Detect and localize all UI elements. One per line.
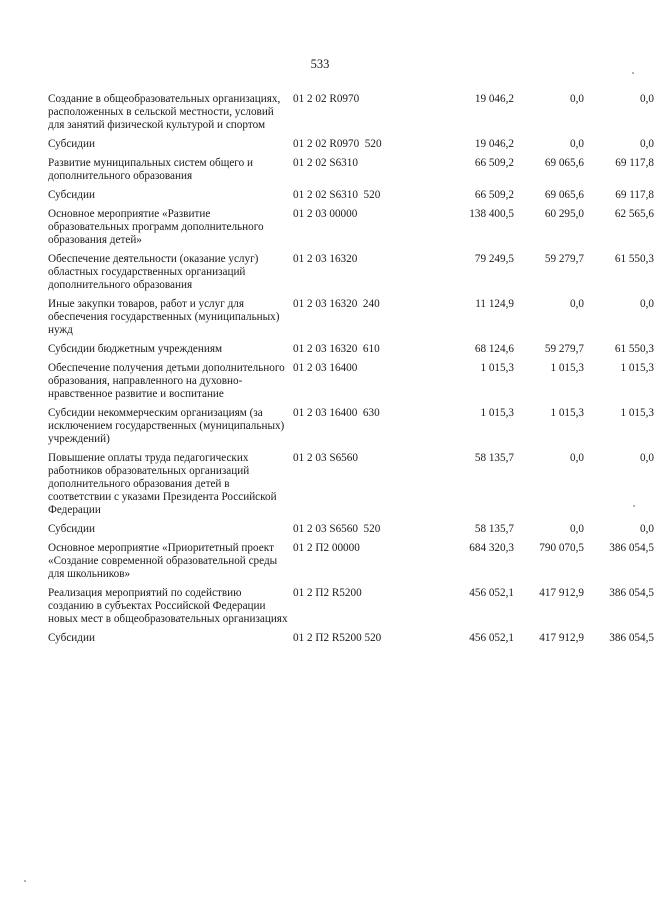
row-name: Субсидии некоммерческим организациям (за исключением государственных (муниципальных) учреждений) (48, 407, 285, 445)
row-value-2: 417 912,9 (539, 632, 584, 644)
table-row (48, 189, 654, 202)
row-value-2: 0,0 (570, 138, 584, 150)
row-value-3: 0,0 (640, 452, 654, 464)
row-value-2: 0,0 (570, 298, 584, 310)
row-code: 01 2 03 16400 630 (293, 407, 380, 419)
row-value-3: 69 117,8 (615, 189, 654, 201)
row-value-2: 69 065,6 (544, 189, 584, 201)
row-code: 01 2 02 S6310 (293, 157, 358, 169)
row-value-1: 68 124,6 (474, 343, 514, 355)
row-value-2: 0,0 (570, 523, 584, 535)
row-value-1: 1 015,3 (480, 407, 514, 419)
table-row (48, 452, 654, 517)
row-name: Обеспечение деятельности (оказание услуг) областных государственных организаций дополнительного образования (48, 253, 259, 291)
row-code: 01 2 03 S6560 (293, 452, 358, 464)
row-name: Повышение оплаты труда педагогических работников образовательных организаций дополнительного образования детей в соответствии с указами Президента Российской Федерации (48, 452, 277, 516)
row-name: Субсидии (48, 632, 95, 644)
row-code: 01 2 03 16320 240 (293, 298, 380, 310)
table-row (48, 362, 654, 401)
row-name: Основное мероприятие «Приоритетный проект «Создание современной образовательной среды для школьников» (48, 542, 278, 580)
row-value-1: 58 135,7 (474, 452, 514, 464)
row-value-2: 417 912,9 (539, 587, 584, 599)
page-number: 533 (310, 57, 330, 71)
row-value-2: 59 279,7 (544, 343, 584, 355)
row-value-3: 61 550,3 (614, 343, 654, 355)
row-code: 01 2 02 R0970 520 (293, 138, 382, 150)
row-value-1: 138 400,5 (469, 208, 514, 220)
row-name: Основное мероприятие «Развитие образовательных программ дополнительного образования детей» (48, 208, 264, 246)
row-value-3: 0,0 (640, 298, 654, 310)
row-code: 01 2 02 R0970 (293, 93, 360, 105)
row-value-3: 0,0 (640, 138, 654, 150)
row-code: 01 2 П2 R5200 520 (293, 632, 382, 644)
row-name: Субсидии (48, 523, 95, 535)
row-code: 01 2 03 16400 (293, 362, 358, 374)
scan-speck (24, 880, 26, 882)
row-value-3: 386 054,5 (609, 587, 654, 599)
row-value-2: 1 015,3 (550, 362, 584, 374)
row-value-2: 0,0 (570, 452, 584, 464)
row-code: 01 2 03 00000 (293, 208, 358, 220)
row-code: 01 2 П2 00000 (293, 542, 360, 554)
row-code: 01 2 03 S6560 520 (293, 523, 381, 535)
row-value-3: 1 015,3 (620, 407, 654, 419)
row-value-1: 684 320,3 (469, 542, 514, 554)
row-value-2: 59 279,7 (544, 253, 584, 265)
row-value-2: 790 070,5 (539, 542, 584, 554)
row-value-1: 58 135,7 (474, 523, 514, 535)
row-value-1: 79 249,5 (474, 253, 514, 265)
row-value-1: 1 015,3 (480, 362, 514, 374)
scan-speck (632, 72, 634, 74)
row-value-3: 386 054,5 (609, 542, 654, 554)
row-value-3: 61 550,3 (614, 253, 654, 265)
row-name: Субсидии (48, 138, 95, 150)
row-code: 01 2 03 16320 (293, 253, 358, 265)
table-row (48, 542, 654, 581)
row-value-3: 62 565,6 (614, 208, 654, 220)
row-name: Создание в общеобразовательных организациях, расположенных в сельской местности, условий для занятий физической культурой и спортом (48, 93, 281, 131)
row-value-1: 19 046,2 (474, 138, 514, 150)
row-value-1: 456 052,1 (469, 587, 514, 599)
table-row (48, 208, 654, 247)
table-row (48, 343, 654, 356)
table-row (48, 253, 654, 292)
table-row (48, 407, 654, 446)
table-row (48, 93, 654, 132)
row-value-1: 66 509,2 (474, 189, 514, 201)
table-row (48, 587, 654, 626)
row-value-1: 456 052,1 (469, 632, 514, 644)
table-row (48, 138, 654, 151)
row-value-2: 69 065,6 (544, 157, 584, 169)
row-value-1: 11 124,9 (475, 298, 514, 310)
table-row (48, 157, 654, 183)
row-name: Иные закупки товаров, работ и услуг для обеспечения государственных (муниципальных) нужд (48, 298, 280, 336)
row-name: Развитие муниципальных систем общего и дополнительного образования (48, 157, 253, 182)
row-value-3: 69 117,8 (615, 157, 654, 169)
row-value-3: 1 015,3 (620, 362, 654, 374)
row-name: Субсидии (48, 189, 95, 201)
row-value-1: 66 509,2 (474, 157, 514, 169)
row-code: 01 2 02 S6310 520 (293, 189, 381, 201)
row-name: Субсидии бюджетным учреждениям (48, 343, 223, 355)
row-name: Реализация мероприятий по содействию созданию в субъектах Российской Федерации новых мест в общеобразовательных организациях (48, 587, 288, 625)
budget-table (48, 93, 654, 651)
row-value-3: 0,0 (640, 523, 654, 535)
table-row (48, 523, 654, 536)
row-value-2: 60 295,0 (544, 208, 584, 220)
row-name: Обеспечение получения детьми дополнительного образования, направленного на духовно-нравственное развитие и воспитание (48, 362, 285, 400)
table-row (48, 632, 654, 645)
table-row (48, 298, 654, 337)
row-value-1: 19 046,2 (474, 93, 514, 105)
row-code: 01 2 03 16320 610 (293, 343, 380, 355)
row-value-2: 1 015,3 (550, 407, 584, 419)
row-value-3: 386 054,5 (609, 632, 654, 644)
scan-speck (633, 505, 635, 507)
row-value-3: 0,0 (640, 93, 654, 105)
row-code: 01 2 П2 R5200 (293, 587, 362, 599)
row-value-2: 0,0 (570, 93, 584, 105)
